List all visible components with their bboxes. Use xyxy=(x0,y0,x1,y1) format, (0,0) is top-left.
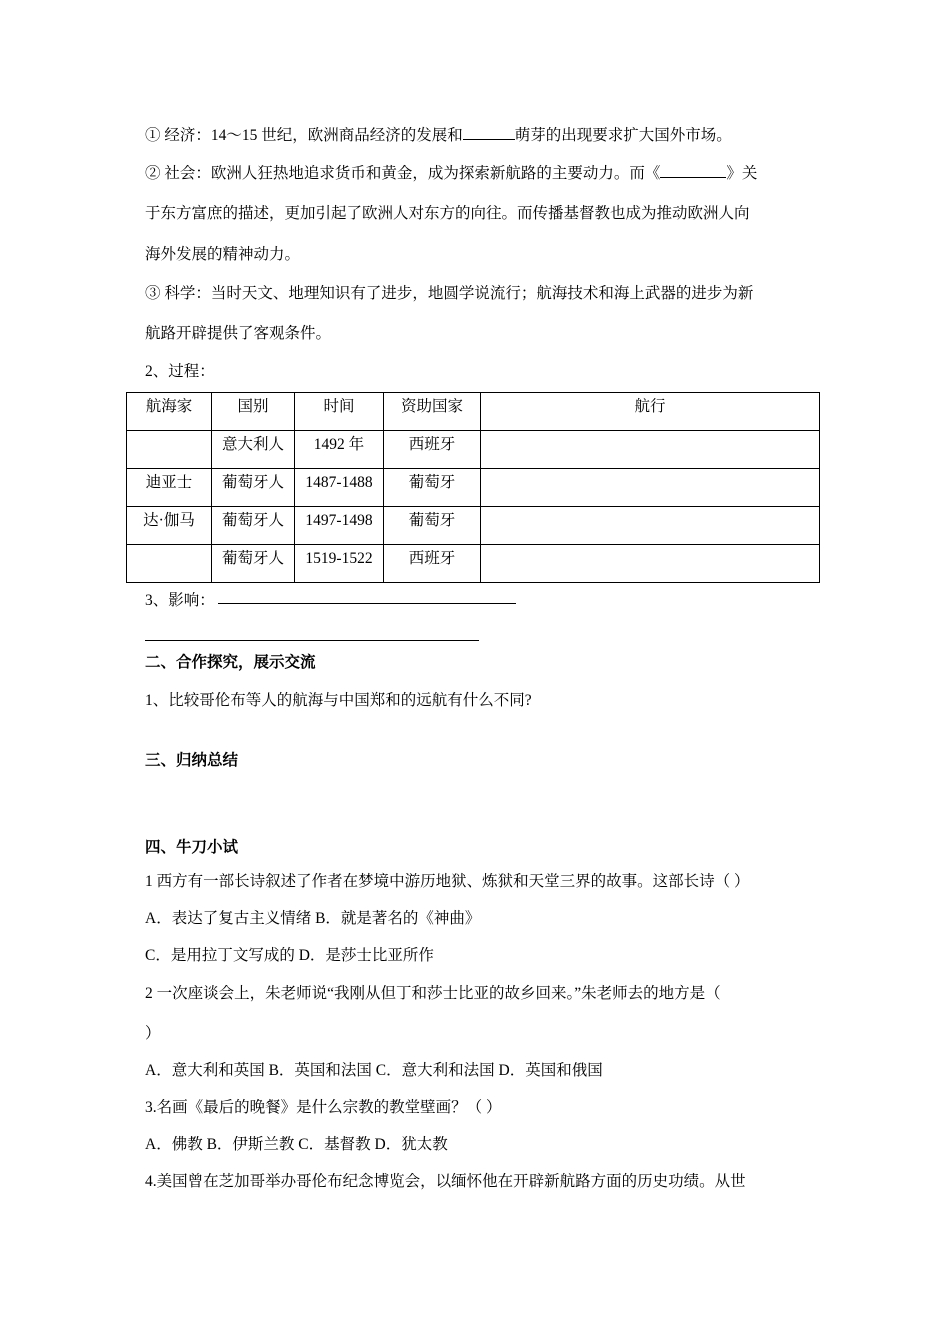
society-text-a: ② 社会：欧洲人狂热地追求货币和黄金，成为探索新航路的主要动力。而《 xyxy=(145,165,661,182)
cell-nationality: 意大利人 xyxy=(212,431,295,469)
economy-blank xyxy=(463,138,515,140)
header-nationality: 国别 xyxy=(212,393,295,431)
economy-text-b: 萌芽的出现要求扩大国外市场。 xyxy=(514,127,732,144)
science-line-2: 航路开辟提供了客观条件。 xyxy=(145,325,332,342)
cell-voyage[interactable] xyxy=(481,545,820,583)
section2-question-1: 1、比较哥伦布等人的航海与中国郑和的远航有什么不同? xyxy=(145,692,532,709)
science-line-1: ③ 科学：当时天文、地理知识有了进步，地圆学说流行；航海技术和海上武器的进步为新 xyxy=(145,285,754,302)
quiz-question-3: 3.名画《最后的晚餐》是什么宗教的教堂壁画？（ ） xyxy=(145,1099,502,1116)
quiz-question-3-options: A．佛教 B．伊斯兰教 C．基督教 D．犹太教 xyxy=(145,1136,448,1153)
header-sponsor: 资助国家 xyxy=(384,393,481,431)
cell-sponsor: 西班牙 xyxy=(384,545,481,583)
impact-answer-line-1[interactable] xyxy=(218,603,516,604)
society-line-1 xyxy=(145,161,757,183)
cell-sponsor: 葡萄牙 xyxy=(384,507,481,545)
table-row xyxy=(127,507,820,545)
quiz-question-1: 1 西方有一部长诗叙述了作者在梦境中游历地狱、炼狱和天堂三界的故事。这部长诗（ ） xyxy=(145,873,750,890)
cell-voyage[interactable] xyxy=(481,507,820,545)
quiz-question-4: 4.美国曾在芝加哥举办哥伦布纪念博览会，以缅怀他在开辟新航路方面的历史功绩。从世 xyxy=(145,1173,746,1190)
cell-time: 1519-1522 xyxy=(295,545,384,583)
economy-text-a: ① 经济：14～15 世纪，欧洲商品经济的发展和 xyxy=(145,127,463,144)
cell-navigator[interactable] xyxy=(127,545,212,583)
cell-time: 1487-1488 xyxy=(295,469,384,507)
header-time: 时间 xyxy=(295,393,384,431)
section4-title: 四、牛刀小试 xyxy=(145,839,239,856)
cell-sponsor: 西班牙 xyxy=(384,431,481,469)
section2-title: 二、合作探究，展示交流 xyxy=(145,654,316,671)
table-row xyxy=(127,431,820,469)
cell-nationality: 葡萄牙人 xyxy=(212,545,295,583)
book-title-blank xyxy=(660,176,726,178)
quiz-question-2: 2 一次座谈会上，朱老师说“我刚从但丁和莎士比亚的故乡回来。”朱老师去的地方是（ xyxy=(145,985,721,1002)
cell-sponsor: 葡萄牙 xyxy=(384,469,481,507)
table-header-row xyxy=(127,393,820,431)
cell-nationality: 葡萄牙人 xyxy=(212,507,295,545)
cell-time: 1497-1498 xyxy=(295,507,384,545)
table-row xyxy=(127,469,820,507)
cell-voyage[interactable] xyxy=(481,431,820,469)
header-navigator: 航海家 xyxy=(127,393,212,431)
cell-navigator: 达·伽马 xyxy=(127,507,212,545)
section3-title: 三、归纳总结 xyxy=(145,752,239,769)
table-row xyxy=(127,545,820,583)
society-text-b: 》关 xyxy=(726,165,758,182)
quiz-question-1-options-b: C．是用拉丁文写成的 D．是莎士比亚所作 xyxy=(145,947,434,964)
economy-line xyxy=(145,123,732,145)
cell-nationality: 葡萄牙人 xyxy=(212,469,295,507)
cell-time: 1492 年 xyxy=(295,431,384,469)
voyages-table xyxy=(126,392,820,583)
society-line-2: 于东方富庶的描述，更加引起了欧洲人对东方的向往。而传播基督教也成为推动欧洲人向 xyxy=(145,205,750,222)
society-line-3: 海外发展的精神动力。 xyxy=(145,246,301,263)
impact-answer-line-2[interactable] xyxy=(145,640,479,641)
quiz-question-1-options-a: A．表达了复古主义情绪 B．就是著名的《神曲》 xyxy=(145,910,481,927)
cell-navigator[interactable] xyxy=(127,431,212,469)
header-voyage: 航行 xyxy=(481,393,820,431)
process-heading: 2、过程： xyxy=(145,363,215,380)
impact-label: 3、影响： xyxy=(145,592,215,609)
cell-navigator: 迪亚士 xyxy=(127,469,212,507)
quiz-question-2-end: ） xyxy=(145,1025,161,1042)
cell-voyage[interactable] xyxy=(481,469,820,507)
quiz-question-2-options: A．意大利和英国 B．英国和法国 C．意大利和法国 D．英国和俄国 xyxy=(145,1062,603,1079)
